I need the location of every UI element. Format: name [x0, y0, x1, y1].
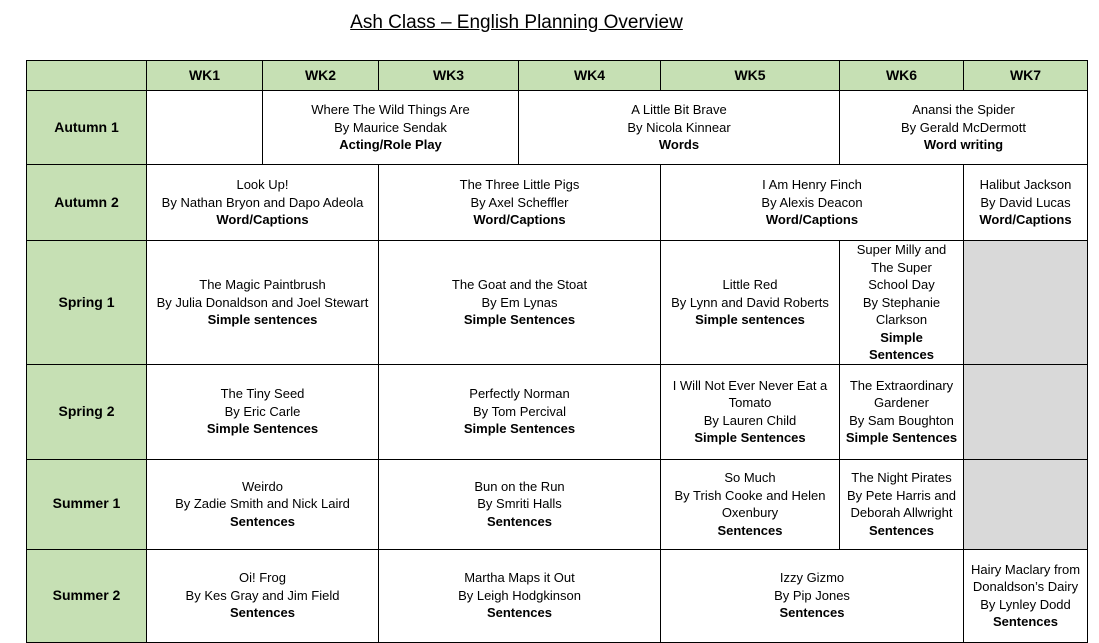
book-author: By Stephanie Clarkson: [862, 294, 941, 327]
book-author: By David Lucas: [980, 194, 1071, 210]
plan-cell-empty: [147, 91, 263, 165]
page-title: Ash Class – English Planning Overview: [350, 12, 683, 33]
book-author: By Pete Harris and Deborah Allwright: [846, 487, 957, 520]
plan-cell: [263, 91, 519, 165]
book-author: By Tom Percival: [473, 403, 566, 419]
book-author: By Pip Jones: [774, 587, 850, 603]
term-label: Autumn 2: [27, 165, 147, 241]
book-title: Martha Maps it Out: [464, 570, 575, 586]
book-title: Perfectly Norman: [469, 386, 570, 402]
book-title: Weirdo: [242, 478, 283, 494]
book-author: By Nicola Kinnear: [627, 119, 731, 135]
plan-cell: [147, 241, 379, 365]
writing-focus: Word/Captions: [765, 212, 859, 228]
book-title: The Three Little Pigs: [459, 177, 580, 193]
book-author: By Zadie Smith and Nick Laird: [175, 496, 350, 512]
book-title: Izzy Gizmo: [779, 570, 845, 586]
book-author: By Lynn and David Roberts: [671, 294, 829, 310]
plan-cell: [519, 91, 840, 165]
book-title: Little Red: [722, 277, 778, 292]
week-header: WK7: [964, 61, 1088, 91]
book-author: By Eric Carle: [224, 403, 301, 419]
book-author: By Kes Gray and Jim Field: [185, 587, 340, 603]
term-row: [27, 459, 1088, 549]
writing-focus: Sentences: [486, 513, 553, 529]
writing-focus: Sentences: [992, 614, 1059, 629]
book-title: Oi! Frog: [239, 570, 286, 586]
book-author: By Em Lynas: [481, 294, 558, 310]
plan-cell: [147, 364, 379, 459]
writing-focus: Word writing: [923, 137, 1004, 153]
plan-cell: [964, 165, 1088, 241]
term-row: [27, 91, 1088, 165]
writing-focus: Simple Sentences: [463, 421, 576, 437]
book-title: The Magic Paintbrush: [199, 277, 326, 292]
book-title: Hairy Maclary from Donaldson’s Dairy By Lynley Dodd: [970, 561, 1081, 612]
book-title: Bun on the Run: [474, 478, 565, 494]
term-row: [27, 364, 1088, 459]
plan-cell: [379, 241, 661, 365]
writing-focus: Simple Sentences: [463, 312, 576, 327]
plan-cell: [840, 459, 964, 549]
plan-cell: [964, 549, 1088, 642]
book-title: The Extraordinary Gardener: [849, 377, 954, 410]
plan-cell: [147, 549, 379, 642]
term-label: Spring 1: [27, 241, 147, 365]
book-author: By Leigh Hodgkinson: [458, 587, 581, 603]
book-author: By Gerald McDermott: [901, 119, 1026, 135]
writing-focus: Simple sentences: [207, 312, 318, 327]
plan-cell: [379, 364, 661, 459]
plan-cell-empty: [964, 364, 1088, 459]
planning-table: [26, 60, 1088, 643]
writing-focus: Word/Captions: [473, 212, 566, 228]
term-label: Spring 2: [27, 364, 147, 459]
plan-cell: [840, 91, 1088, 165]
week-header: WK6: [840, 61, 964, 91]
plan-cell: [379, 549, 661, 642]
plan-cell-empty: [964, 459, 1088, 549]
book-author: By Nathan Bryon and Dapo Adeola: [161, 194, 364, 210]
writing-focus: Simple Sentences: [206, 421, 319, 437]
week-header: WK4: [519, 61, 661, 91]
writing-focus: Sentences: [779, 605, 845, 621]
writing-focus: Word/Captions: [216, 212, 309, 228]
book-title: The Night Pirates: [851, 470, 952, 485]
book-title: Super Milly and The Super School Day: [856, 242, 947, 292]
plan-cell: [661, 549, 964, 642]
book-title: Look Up!: [236, 177, 289, 193]
book-author: By Smriti Halls: [477, 496, 562, 512]
week-header: WK3: [379, 61, 519, 91]
week-header: WK2: [263, 61, 379, 91]
writing-focus: Sentences: [229, 605, 296, 621]
plan-cell: [661, 241, 840, 365]
book-title: The Goat and the Stoat: [451, 277, 588, 292]
term-row: [27, 241, 1088, 365]
book-title: Halibut Jackson: [979, 177, 1072, 193]
writing-focus: Simple Sentences: [845, 430, 958, 445]
book-title: I Will Not Ever Never Eat a Tomato: [672, 377, 828, 410]
term-label: Summer 1: [27, 459, 147, 549]
week-header: WK5: [661, 61, 840, 91]
term-label: Autumn 1: [27, 91, 147, 165]
writing-focus: Sentences: [868, 522, 935, 538]
term-label: Summer 2: [27, 549, 147, 642]
header-row: [27, 61, 1088, 91]
writing-focus: Sentences: [486, 605, 553, 621]
plan-cell-empty: [964, 241, 1088, 365]
book-title: So Much: [724, 470, 776, 485]
plan-cell: [147, 459, 379, 549]
book-title: I Am Henry Finch: [762, 177, 862, 193]
plan-cell: [147, 165, 379, 241]
book-title: Anansi the Spider: [912, 102, 1015, 118]
book-author: By Sam Boughton: [849, 412, 954, 428]
book-author: By Alexis Deacon: [761, 194, 863, 210]
writing-focus: Sentences: [229, 513, 296, 529]
writing-focus: Words: [658, 137, 700, 153]
book-title: A Little Bit Brave: [631, 102, 727, 118]
book-author: By Axel Scheffler: [470, 194, 569, 210]
writing-focus: Simple sentences: [695, 312, 805, 327]
header-corner: [27, 61, 147, 91]
book-author: By Lauren Child: [703, 412, 797, 428]
term-row: [27, 549, 1088, 642]
book-title: The Tiny Seed: [220, 386, 305, 402]
plan-cell: [661, 165, 964, 241]
plan-cell: [661, 364, 840, 459]
writing-focus: Simple Sentences: [694, 430, 806, 445]
plan-cell: [379, 459, 661, 549]
book-title: Where The Wild Things Are: [311, 102, 470, 118]
book-author: By Maurice Sendak: [334, 119, 447, 135]
plan-cell: [379, 165, 661, 241]
book-author: By Trish Cooke and Helen Oxenbury: [674, 487, 826, 520]
plan-cell: [840, 364, 964, 459]
term-row: [27, 165, 1088, 241]
week-header: WK1: [147, 61, 263, 91]
book-author: By Julia Donaldson and Joel Stewart: [156, 294, 369, 310]
writing-focus: Sentences: [717, 522, 783, 538]
writing-focus: Word/Captions: [979, 212, 1072, 228]
writing-focus: Simple Sentences: [868, 329, 935, 362]
plan-cell: [840, 241, 964, 365]
writing-focus: Acting/Role Play: [339, 137, 442, 153]
plan-cell: [661, 459, 840, 549]
